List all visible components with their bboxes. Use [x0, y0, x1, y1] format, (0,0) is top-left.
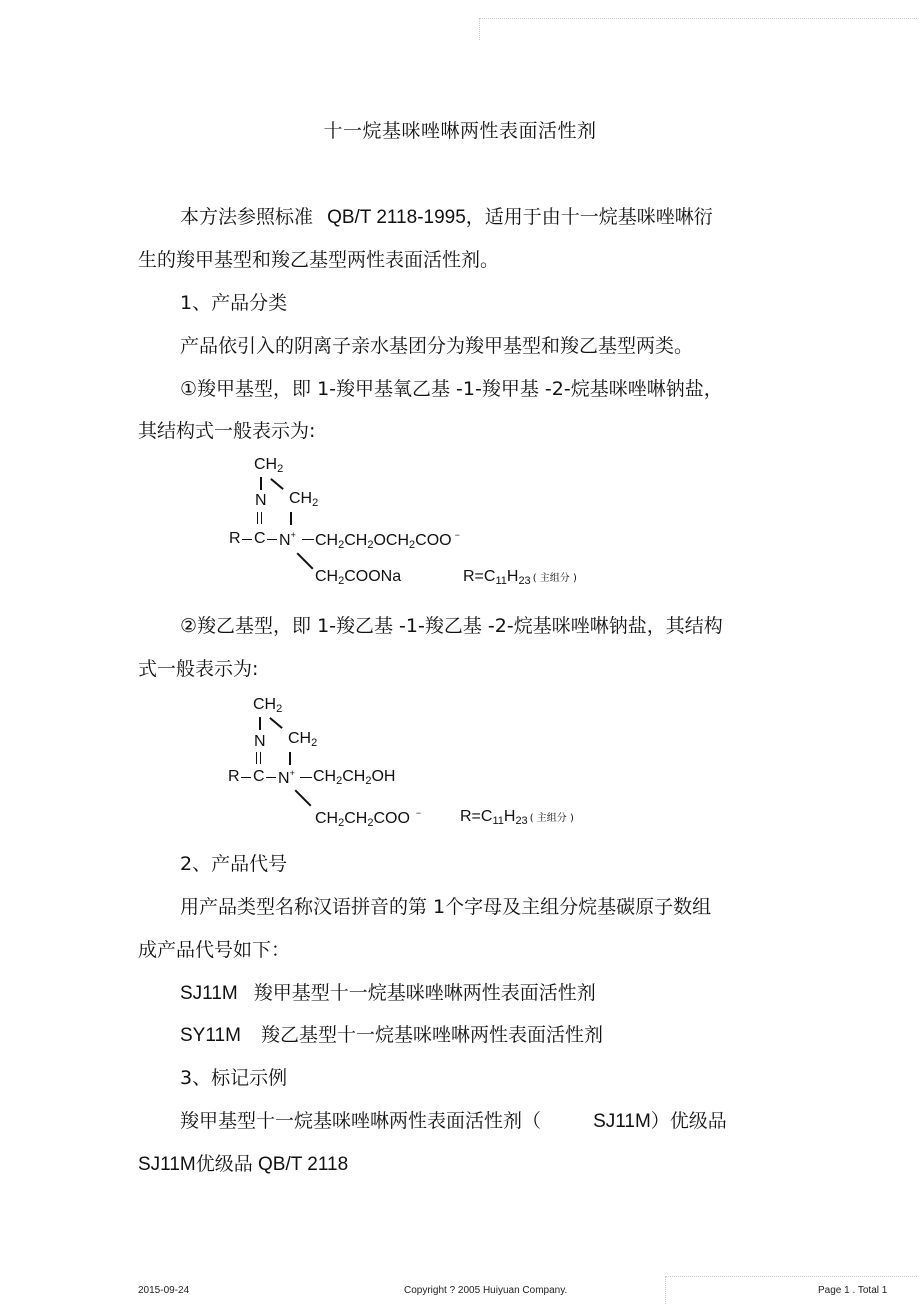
- double-bond: [256, 752, 257, 764]
- ring-ch2-top: $CH_2$: [254, 456, 284, 475]
- footer-frame-left: [665, 1276, 666, 1304]
- product-code: SJ11M: [180, 983, 238, 1004]
- double-bond: [261, 512, 262, 524]
- marking-example: [180, 1106, 727, 1133]
- ring-ch2-top: $CH_2$: [253, 696, 283, 715]
- section-2-text-cont: 成产品代号如下：: [138, 939, 291, 961]
- bond: [259, 717, 261, 730]
- bond: [300, 777, 312, 778]
- ring-ch2: $CH_2$: [288, 730, 318, 749]
- branch-group: $CH_2COONa$: [315, 568, 402, 587]
- bond: [290, 512, 292, 525]
- bond: [297, 553, 314, 570]
- section-2-text: 用产品类型名称汉语拼音的第 1个字母及主组分烷基碳原子数组: [180, 896, 712, 918]
- intro-line-1: [180, 202, 713, 229]
- marking-example-code: SJ11M: [593, 1111, 651, 1132]
- side-chain: $CH_2CH_2OH$: [313, 768, 396, 787]
- header-frame-top: [479, 18, 917, 19]
- intro-suffix: 适用于由十一烷基咪唑啉衍: [484, 206, 713, 228]
- footer-frame-top: [665, 1276, 917, 1277]
- bond: [269, 717, 283, 729]
- bond: [267, 539, 277, 540]
- footer-date: 2015-09-24: [138, 1285, 190, 1296]
- bond: [242, 539, 252, 540]
- intro-prefix: 本方法参照标准: [180, 206, 314, 228]
- ring-ch2: $CH_2$: [289, 490, 319, 509]
- n-plus: N+: [279, 530, 296, 549]
- section-2-heading: 2、产品代号: [180, 853, 288, 875]
- footer-page-number: Page 1 . Total 1: [818, 1285, 888, 1296]
- branch-group: $CH_2CH_2COO$ −: [315, 808, 422, 829]
- footer-copyright: Copyright ? 2005 Huiyuan Company.: [404, 1285, 568, 1296]
- header-frame-left: [479, 18, 480, 40]
- product-code-row: [180, 978, 596, 1005]
- marking-example-cont: SJ11M优级品 QB/T 2118: [138, 1154, 349, 1175]
- bond: [266, 777, 276, 778]
- product-code-row: [180, 1020, 603, 1047]
- bond: [302, 539, 314, 540]
- marking-example-prefix: 羧甲基型十一烷基咪唑啉两性表面活性剂（: [180, 1110, 542, 1132]
- type-2-description-cont: 式一般表示为:: [138, 658, 259, 680]
- product-code-desc: 羧甲基型十一烷基咪唑啉两性表面活性剂: [253, 982, 596, 1004]
- ring-n: N: [255, 492, 267, 509]
- product-code: SY11M: [180, 1025, 241, 1046]
- bond: [289, 752, 291, 765]
- side-chain: $CH_2CH_2OCH_2COO$ −: [315, 530, 460, 551]
- r-definition: $R=C_{11}H_{23}$ ( 主组分 ): [460, 808, 574, 827]
- document-title: 十一烷基咪唑啉两性表面活性剂: [323, 120, 597, 142]
- intro-line-2: 生的羧甲基型和羧乙基型两性表面活性剂。: [138, 249, 500, 271]
- type-1-description: ①羧甲基型，即 1-羧甲基氧乙基 -1-羧甲基 -2-烷基咪唑啉钠盐，: [180, 378, 723, 400]
- section-1-heading: 1、产品分类: [180, 292, 288, 314]
- r-group: R: [228, 768, 240, 785]
- r-group: R: [229, 530, 241, 547]
- ring-n: N: [254, 733, 266, 750]
- n-plus: N+: [278, 768, 295, 787]
- type-2-description: ②羧乙基型，即 1-羧乙基 -1-羧乙基 -2-烷基咪唑啉钠盐，其结构: [180, 615, 723, 637]
- type-1-description-cont: 其结构式一般表示为:: [138, 420, 316, 442]
- r-definition: $R=C_{11}H_{23}$ ( 主组分 ): [463, 568, 577, 587]
- section-1-text: 产品依引入的阴离子亲水基团分为羧甲基型和羧乙基型两类。: [180, 335, 694, 357]
- bond: [270, 478, 284, 490]
- product-code-desc: 羧乙基型十一烷基咪唑啉两性表面活性剂: [260, 1024, 603, 1046]
- double-bond: [260, 752, 261, 764]
- standard-ref: QB/T 2118-1995，: [327, 207, 485, 228]
- bond: [295, 790, 312, 807]
- carbon: C: [253, 768, 265, 785]
- bond: [241, 777, 251, 778]
- section-3-heading: 3、标记示例: [180, 1067, 288, 1089]
- marking-example-suffix: ）优级品: [650, 1110, 727, 1132]
- carbon: C: [254, 530, 266, 547]
- double-bond: [257, 512, 258, 524]
- bond: [260, 477, 262, 490]
